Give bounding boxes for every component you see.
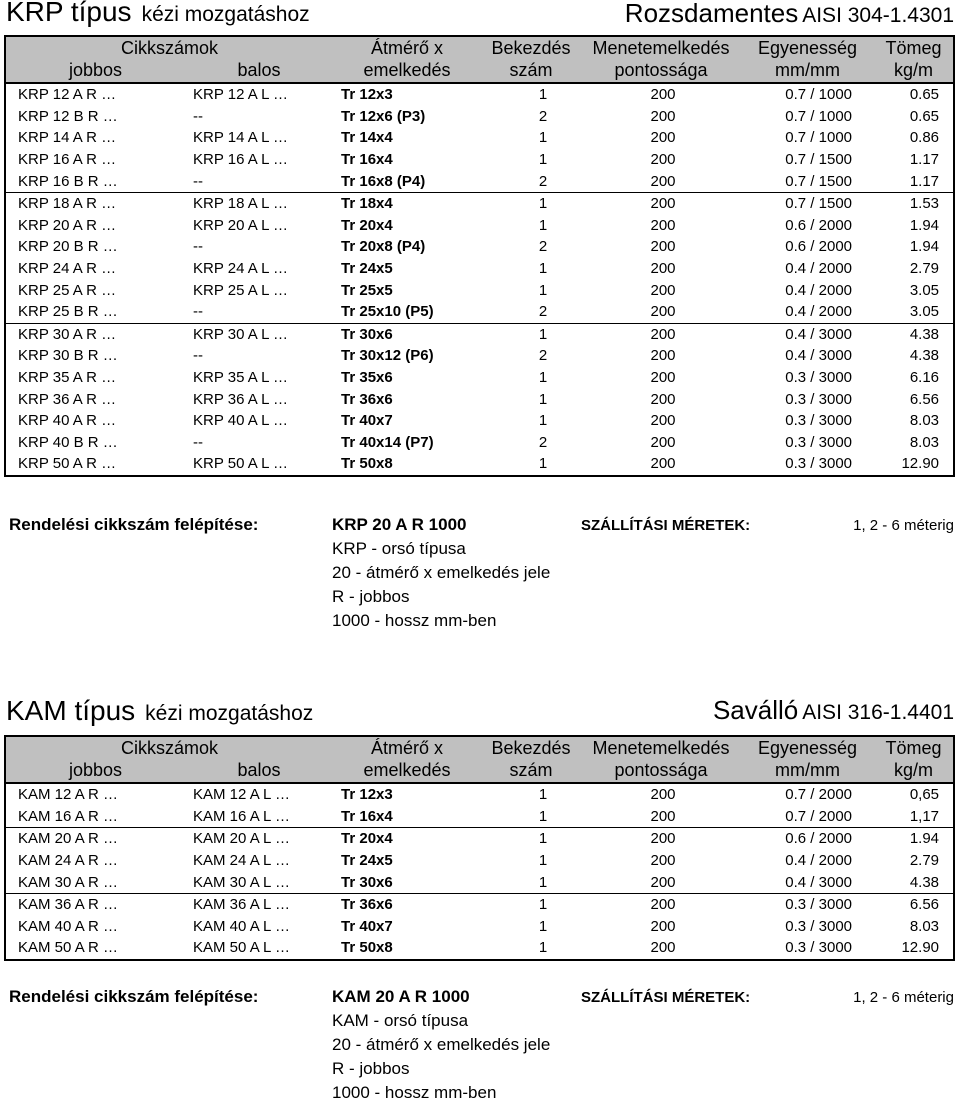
legend-line: KAM - orsó típusa [332, 1011, 469, 1030]
cell-straightness: 0.3 / 3000 [785, 390, 853, 408]
cell-right-part: KAM 12 A R … [18, 786, 119, 804]
header-count: szám [481, 60, 581, 84]
cell-starts: 1 [538, 455, 548, 473]
cell-lead: 200 [650, 107, 676, 125]
cell-diameter: Tr 50x8 [341, 455, 393, 473]
cell-left-part: KRP 30 A L … [185, 323, 333, 345]
cell-straightness: 0.3 / 3000 [785, 369, 853, 387]
cell-mass: 1.94 [909, 216, 940, 234]
kam-table-body [5, 783, 954, 960]
kam-section [0, 695, 960, 1102]
cell-mass: 1,17 [909, 807, 940, 825]
cell-mass: 3.05 [909, 281, 940, 299]
cell-starts: 1 [538, 281, 548, 299]
krp-title-row [0, 0, 960, 34]
header-right: jobbos [5, 60, 185, 84]
cell-right-part: KAM 30 A R … [18, 873, 119, 891]
cell-straightness: 0.3 / 3000 [785, 939, 853, 957]
shipping-value: 1, 2 - 6 méterig [853, 989, 954, 1006]
cell-diameter: Tr 16x8 (P4) [341, 172, 426, 190]
cell-diameter: Tr 36x6 [341, 390, 393, 408]
cell-starts: 1 [538, 852, 548, 870]
table-row [5, 279, 954, 301]
cell-straightness: 0.7 / 2000 [785, 786, 853, 804]
cell-starts: 1 [538, 786, 548, 804]
cell-straightness: 0.4 / 2000 [785, 852, 853, 870]
header-diameter: Átmérő x [371, 737, 444, 758]
table-row [5, 432, 954, 454]
cell-left-part: KRP 24 A L … [193, 260, 289, 278]
header-pitch: emelkedés [333, 60, 481, 84]
cell-left-part: KRP 50 A L … [193, 455, 289, 473]
cell-left-part: KAM 30 A L … [193, 873, 290, 891]
cell-right-part: KRP 25 A R … [18, 281, 117, 299]
shipping-label: SZÁLLÍTÁSI MÉRETEK: [581, 989, 751, 1006]
cell-right-part: KAM 50 A R … [18, 939, 119, 957]
legend-line: KRP - orsó típusa [332, 539, 466, 558]
header-mm-per-mm: mm/mm [741, 760, 874, 784]
legend-line: 20 - átmérő x emelkedés jele [332, 563, 551, 582]
krp-material-name: Rozsdamentes [624, 0, 799, 28]
cell-lead: 200 [650, 238, 676, 256]
cell-lead: 200 [650, 151, 676, 169]
cell-right-part: KAM 40 A R … [18, 917, 119, 935]
header-starts: Bekezdés [491, 37, 571, 58]
cell-straightness: 0.3 / 3000 [785, 455, 853, 473]
cell-right-part: KRP 20 A R … [18, 216, 117, 234]
table-row [5, 149, 954, 171]
cell-right-part: KRP 50 A R … [18, 455, 117, 473]
cell-right-part: KRP 16 B R … [18, 172, 118, 190]
header-part-numbers: Cikkszámok [121, 737, 219, 758]
cell-diameter: Tr 30x6 [341, 873, 393, 891]
cell-straightness: 0.7 / 1500 [785, 151, 853, 169]
cell-diameter: Tr 12x3 [341, 786, 393, 804]
cell-right-part: KRP 40 B R … [18, 433, 118, 451]
cell-left-part: KAM 36 A L … [185, 893, 333, 915]
legend-line: 1000 - hossz mm-ben [332, 611, 497, 630]
cell-starts: 1 [538, 216, 548, 234]
table-row [5, 453, 954, 476]
cell-mass: 8.03 [909, 917, 940, 935]
cell-straightness: 0.7 / 1500 [741, 192, 874, 214]
cell-starts: 2 [538, 238, 548, 256]
table-row [5, 127, 954, 149]
cell-straightness: 0.4 / 2000 [785, 281, 853, 299]
cell-lead: 200 [650, 412, 676, 430]
cell-right-part: KRP 30 A R … [5, 323, 185, 345]
krp-header-row-2 [5, 60, 954, 84]
cell-starts: 1 [538, 412, 548, 430]
cell-straightness: 0.7 / 1000 [785, 107, 853, 125]
cell-lead: 200 [650, 172, 676, 190]
cell-right-part: KRP 30 B R … [18, 347, 118, 365]
cell-right-part: KAM 24 A R … [18, 852, 119, 870]
kam-type-subtitle: kézi mozgatáshoz [145, 702, 314, 725]
cell-left-part: KRP 14 A L … [193, 129, 289, 147]
cell-starts: 1 [538, 873, 548, 891]
cell-straightness: 0.6 / 2000 [785, 238, 853, 256]
cell-left-part: -- [193, 172, 203, 190]
cell-starts: 2 [538, 107, 548, 125]
kam-material [713, 695, 954, 726]
cell-lead: 200 [650, 873, 676, 891]
table-row [5, 215, 954, 237]
cell-straightness: 0.7 / 2000 [785, 807, 853, 825]
cell-mass: 12.90 [901, 939, 940, 957]
cell-straightness: 0.7 / 1500 [785, 172, 853, 190]
cell-lead: 200 [650, 129, 676, 147]
header-left: balos [185, 760, 333, 784]
table-row [5, 106, 954, 128]
cell-diameter: Tr 40x7 [341, 412, 393, 430]
cell-left-part: -- [193, 303, 203, 321]
cell-lead: 200 [650, 807, 676, 825]
cell-diameter: Tr 50x8 [341, 939, 393, 957]
header-lead: Menetemelkedés [592, 737, 730, 758]
cell-diameter: Tr 40x14 (P7) [341, 433, 434, 451]
cell-lead: 200 [650, 303, 676, 321]
cell-left-part: KAM 16 A L … [193, 807, 290, 825]
header-accuracy: pontossága [581, 760, 741, 784]
cell-left-part: KRP 16 A L … [193, 151, 289, 169]
cell-diameter: Tr 20x4 [341, 216, 393, 234]
cell-straightness: 0.3 / 3000 [785, 433, 853, 451]
cell-diameter: Tr 12x3 [341, 86, 393, 104]
cell-left-part: KAM 40 A L … [193, 917, 290, 935]
cell-starts: 1 [538, 260, 548, 278]
cell-lead: 200 [650, 86, 676, 104]
cell-straightness: 0.7 / 1000 [785, 129, 853, 147]
krp-material-standard: AISI 304-1.4301 [802, 4, 954, 27]
order-label: Rendelési cikkszám felépítése: [9, 515, 259, 534]
cell-starts: 1 [538, 151, 548, 169]
krp-type-name: KRP típus [6, 0, 132, 27]
cell-lead: 200 [581, 323, 741, 345]
cell-lead: 200 [650, 347, 676, 365]
cell-left-part: KRP 25 A L … [193, 281, 289, 299]
cell-left-part: KRP 36 A L … [193, 390, 289, 408]
cell-left-part: -- [193, 107, 203, 125]
table-row [5, 345, 954, 367]
cell-left-part: KRP 40 A L … [193, 412, 289, 430]
legend-line: R - jobbos [332, 587, 410, 606]
table-row [5, 893, 954, 915]
cell-left-part: KRP 35 A L … [193, 369, 289, 387]
table-row [5, 937, 954, 960]
cell-straightness: 0.7 / 1000 [785, 86, 853, 104]
cell-left-part: -- [193, 238, 203, 256]
cell-starts: 2 [538, 172, 548, 190]
cell-starts: 2 [538, 347, 548, 365]
table-row [5, 850, 954, 872]
cell-mass: 8.03 [909, 412, 940, 430]
legend-line: 20 - átmérő x emelkedés jele [332, 1035, 551, 1054]
cell-right-part: KRP 20 B R … [18, 238, 118, 256]
table-row [5, 410, 954, 432]
kam-material-name: Saválló [712, 695, 799, 725]
cell-diameter: Tr 24x5 [341, 260, 393, 278]
table-row [5, 236, 954, 258]
table-row [5, 301, 954, 323]
krp-material [625, 0, 954, 29]
cell-mass: 0,65 [909, 786, 940, 804]
cell-right-part: KRP 36 A R … [18, 390, 117, 408]
cell-mass: 1.94 [909, 238, 940, 256]
cell-lead: 200 [650, 260, 676, 278]
krp-spec-table [4, 35, 955, 477]
cell-mass: 6.56 [909, 390, 940, 408]
cell-diameter: Tr 20x8 (P4) [341, 238, 426, 256]
header-left: balos [185, 60, 333, 84]
cell-right-part: KRP 12 B R … [18, 107, 118, 125]
cell-left-part: KAM 50 A L … [193, 939, 290, 957]
table-row [5, 783, 954, 806]
cell-diameter: Tr 30x12 (P6) [341, 347, 434, 365]
table-row [5, 323, 954, 345]
cell-right-part: KAM 36 A R … [5, 893, 185, 915]
cell-right-part: KRP 35 A R … [18, 369, 117, 387]
cell-diameter: Tr 24x5 [341, 852, 393, 870]
cell-diameter: Tr 18x4 [333, 192, 481, 214]
cell-starts: 2 [538, 303, 548, 321]
cell-diameter: Tr 35x6 [341, 369, 393, 387]
cell-lead: 200 [650, 216, 676, 234]
cell-straightness: 0.4 / 3000 [741, 323, 874, 345]
header-pitch: emelkedés [333, 760, 481, 784]
table-row [5, 388, 954, 410]
table-row [5, 806, 954, 828]
krp-table-body [5, 83, 954, 476]
kam-header-row-1 [5, 736, 954, 760]
table-row [5, 192, 954, 214]
header-straightness: Egyenesség [757, 737, 858, 758]
table-row [5, 258, 954, 280]
kam-header-row-2 [5, 760, 954, 784]
cell-diameter: Tr 36x6 [333, 893, 481, 915]
cell-starts: 1 [481, 192, 581, 214]
order-code: KRP 20 A R 1000 [332, 515, 467, 534]
cell-diameter: Tr 16x4 [341, 807, 393, 825]
cell-starts: 1 [538, 807, 548, 825]
cell-right-part: KRP 24 A R … [18, 260, 117, 278]
header-kg-per-m: kg/m [874, 760, 954, 784]
cell-diameter: Tr 12x6 (P3) [341, 107, 426, 125]
cell-mass: 2.79 [909, 260, 940, 278]
cell-mass: 1.53 [874, 192, 954, 214]
order-legend [332, 1009, 550, 1105]
cell-starts: 1 [481, 893, 581, 915]
table-row [5, 828, 954, 850]
cell-straightness: 0.3 / 3000 [785, 917, 853, 935]
header-part-numbers: Cikkszámok [121, 37, 219, 58]
header-count: szám [481, 760, 581, 784]
cell-starts: 1 [481, 323, 581, 345]
krp-type-title [6, 0, 310, 28]
cell-starts: 1 [538, 129, 548, 147]
cell-lead: 200 [650, 939, 676, 957]
cell-mass: 6.56 [874, 893, 954, 915]
cell-lead: 200 [581, 893, 741, 915]
cell-lead: 200 [650, 433, 676, 451]
header-lead: Menetemelkedés [592, 37, 730, 58]
cell-mass: 4.38 [909, 347, 940, 365]
krp-header-row-1 [5, 36, 954, 60]
cell-diameter: Tr 16x4 [341, 151, 393, 169]
cell-lead: 200 [650, 369, 676, 387]
cell-starts: 1 [538, 86, 548, 104]
cell-mass: 0.65 [909, 86, 940, 104]
cell-diameter: Tr 20x4 [333, 828, 481, 850]
cell-diameter: Tr 40x7 [341, 917, 393, 935]
kam-type-name: KAM típus [6, 695, 136, 726]
table-row [5, 871, 954, 893]
cell-straightness: 0.4 / 3000 [785, 347, 853, 365]
kam-type-title [6, 695, 313, 727]
cell-left-part: KRP 20 A L … [193, 216, 289, 234]
cell-lead: 200 [650, 852, 676, 870]
cell-mass: 1.17 [909, 151, 940, 169]
cell-right-part: KAM 20 A R … [5, 828, 185, 850]
cell-right-part: KRP 25 B R … [18, 303, 118, 321]
cell-left-part: KRP 18 A L … [185, 192, 333, 214]
kam-material-standard: AISI 316-1.4401 [802, 701, 954, 724]
cell-mass: 2.79 [909, 852, 940, 870]
cell-mass: 8.03 [909, 433, 940, 451]
cell-mass: 0.65 [909, 107, 940, 125]
cell-left-part: -- [193, 347, 203, 365]
cell-diameter: Tr 25x5 [341, 281, 393, 299]
header-right: jobbos [5, 760, 185, 784]
cell-straightness: 0.3 / 3000 [785, 412, 853, 430]
header-mass: Tömeg [885, 737, 942, 758]
cell-diameter: Tr 30x6 [333, 323, 481, 345]
cell-right-part: KRP 40 A R … [18, 412, 117, 430]
cell-mass: 0.86 [909, 129, 940, 147]
cell-straightness: 0.4 / 2000 [785, 303, 853, 321]
legend-line: 1000 - hossz mm-ben [332, 1083, 497, 1102]
shipping-label: SZÁLLÍTÁSI MÉRETEK: [581, 517, 751, 534]
order-label: Rendelési cikkszám felépítése: [9, 987, 259, 1006]
cell-lead: 200 [650, 786, 676, 804]
table-row [5, 83, 954, 106]
kam-spec-table [4, 735, 955, 961]
cell-right-part: KAM 16 A R … [18, 807, 119, 825]
cell-left-part: -- [193, 433, 203, 451]
header-accuracy: pontossága [581, 60, 741, 84]
cell-lead: 200 [581, 828, 741, 850]
cell-starts: 2 [538, 433, 548, 451]
cell-starts: 1 [538, 369, 548, 387]
table-row [5, 367, 954, 389]
cell-mass: 12.90 [901, 455, 940, 473]
cell-starts: 1 [538, 917, 548, 935]
cell-straightness: 0.6 / 2000 [741, 828, 874, 850]
cell-left-part: KAM 12 A L … [193, 786, 290, 804]
cell-mass: 4.38 [874, 323, 954, 345]
cell-right-part: KRP 16 A R … [18, 151, 117, 169]
order-legend [332, 537, 550, 633]
cell-diameter: Tr 14x4 [341, 129, 393, 147]
cell-right-part: KRP 18 A R … [5, 192, 185, 214]
cell-mass: 1.94 [874, 828, 954, 850]
cell-lead: 200 [650, 281, 676, 299]
cell-straightness: 0.6 / 2000 [785, 216, 853, 234]
table-row [5, 916, 954, 938]
cell-mass: 3.05 [909, 303, 940, 321]
cell-left-part: KAM 24 A L … [193, 852, 290, 870]
cell-diameter: Tr 25x10 (P5) [341, 303, 434, 321]
cell-starts: 1 [538, 390, 548, 408]
header-starts: Bekezdés [491, 737, 571, 758]
cell-right-part: KRP 12 A R … [18, 86, 117, 104]
header-kg-per-m: kg/m [874, 60, 954, 84]
cell-left-part: KRP 12 A L … [193, 86, 289, 104]
shipping-value: 1, 2 - 6 méterig [853, 517, 954, 534]
cell-mass: 4.38 [909, 873, 940, 891]
header-mass: Tömeg [885, 37, 942, 58]
cell-left-part: KAM 20 A L … [185, 828, 333, 850]
krp-type-subtitle: kézi mozgatáshoz [141, 3, 310, 26]
header-mm-per-mm: mm/mm [741, 60, 874, 84]
cell-lead: 200 [581, 192, 741, 214]
cell-straightness: 0.4 / 3000 [785, 873, 853, 891]
legend-line: R - jobbos [332, 1059, 410, 1078]
cell-mass: 1.17 [909, 172, 940, 190]
cell-straightness: 0.4 / 2000 [785, 260, 853, 278]
cell-starts: 1 [481, 828, 581, 850]
table-row [5, 170, 954, 192]
cell-lead: 200 [650, 455, 676, 473]
header-straightness: Egyenesség [757, 37, 858, 58]
order-code: KAM 20 A R 1000 [332, 987, 470, 1006]
cell-straightness: 0.3 / 3000 [741, 893, 874, 915]
cell-lead: 200 [650, 917, 676, 935]
cell-right-part: KRP 14 A R … [18, 129, 117, 147]
header-diameter: Átmérő x [371, 37, 444, 58]
cell-lead: 200 [650, 390, 676, 408]
kam-title-row [0, 697, 960, 731]
cell-mass: 6.16 [909, 369, 940, 387]
cell-starts: 1 [538, 939, 548, 957]
